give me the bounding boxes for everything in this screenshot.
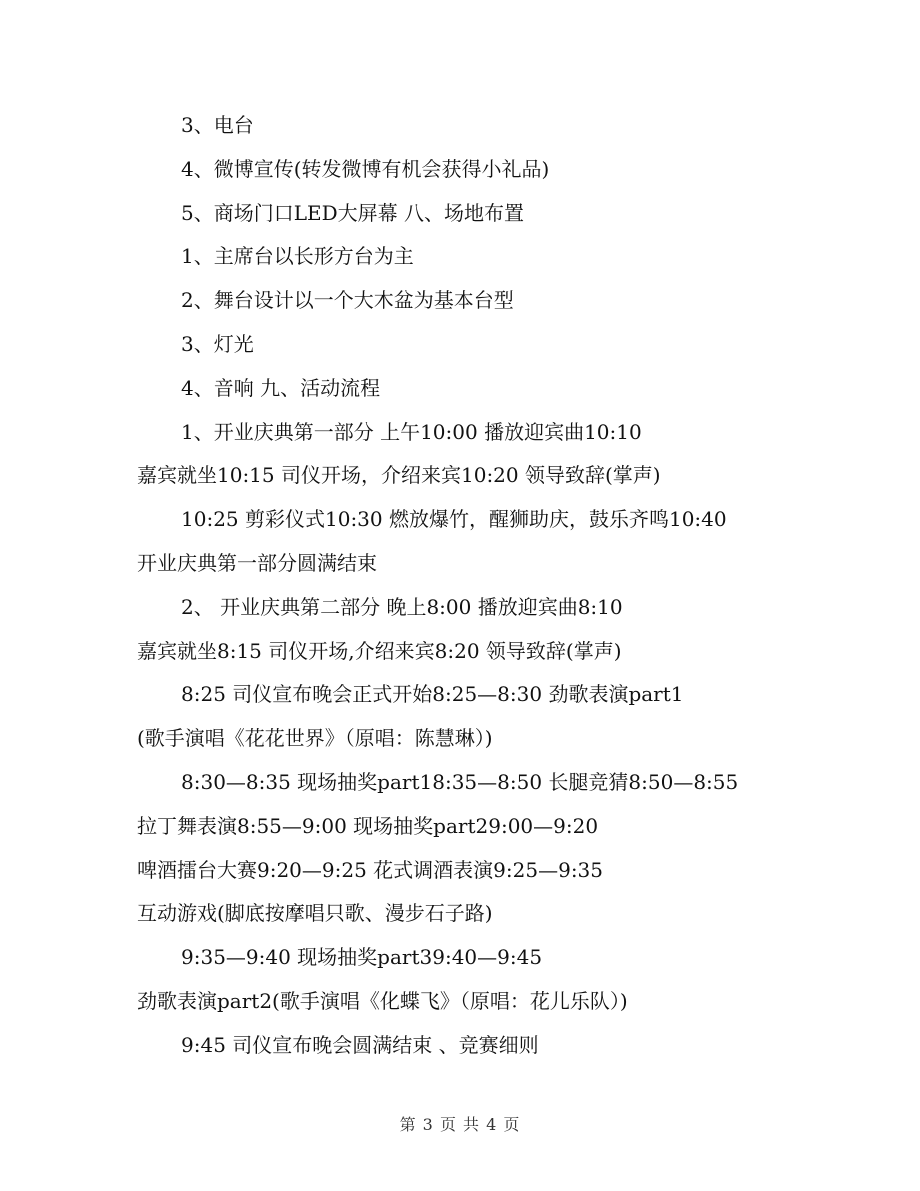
text-line: 8:25 司仪宣布晚会正式开始8:25—8:30 劲歌表演part1 [181, 682, 684, 707]
text-line: 劲歌表演part2(歌手演唱《化蝶飞》（原唱：花儿乐队）) [137, 988, 628, 1013]
text-line: 啤酒擂台大赛9:20—9:25 花式调酒表演9:25—9:35 [137, 857, 604, 882]
text-line: 2、舞台设计以一个大木盆为基本台型 [181, 288, 514, 313]
text-line: 1、开业庆典第一部分 上午10:00 播放迎宾曲10:10 [181, 419, 642, 444]
text-line: (歌手演唱《花花世界》（原唱：陈慧琳）) [137, 726, 493, 751]
page-footer: 第 3 页 共 4 页 [399, 1115, 521, 1134]
text-line: 9:45 司仪宣布晚会圆满结束 、竞赛细则 [181, 1032, 539, 1057]
text-line: 2、 开业庆典第二部分 晚上8:00 播放迎宾曲8:10 [181, 594, 623, 619]
text-line: 3、灯光 [181, 331, 254, 356]
text-line: 4、微博宣传(转发微博有机会获得小礼品) [181, 156, 550, 181]
text-line: 开业庆典第一部分圆满结束 [137, 550, 377, 575]
text-line: 嘉宾就坐10:15 司仪开场，介绍来宾10:20 领导致辞(掌声) [137, 463, 661, 488]
text-line: 8:30—8:35 现场抽奖part18:35—8:50 长腿竞猜8:50—8:55 [181, 769, 739, 794]
text-line: 3、电台 [181, 113, 254, 137]
text-line: 5、商场门口LED大屏幕 八、场地布置 [181, 200, 524, 225]
text-line: 4、音响 九、活动流程 [181, 375, 381, 400]
text-line: 互动游戏(脚底按摩唱只歌、漫步石子路) [137, 901, 493, 926]
text-line: 9:35—9:40 现场抽奖part39:40—9:45 [181, 945, 543, 970]
text-line: 10:25 剪彩仪式10:30 燃放爆竹，醒狮助庆，鼓乐齐鸣10:40 [181, 507, 727, 532]
text-line: 拉丁舞表演8:55—9:00 现场抽奖part29:00—9:20 [137, 813, 599, 838]
document-body [137, 104, 797, 1068]
text-line: 嘉宾就坐8:15 司仪开场,介绍来宾8:20 领导致辞(掌声) [137, 638, 622, 663]
text-line: 1、主席台以长形方台为主 [181, 244, 414, 269]
